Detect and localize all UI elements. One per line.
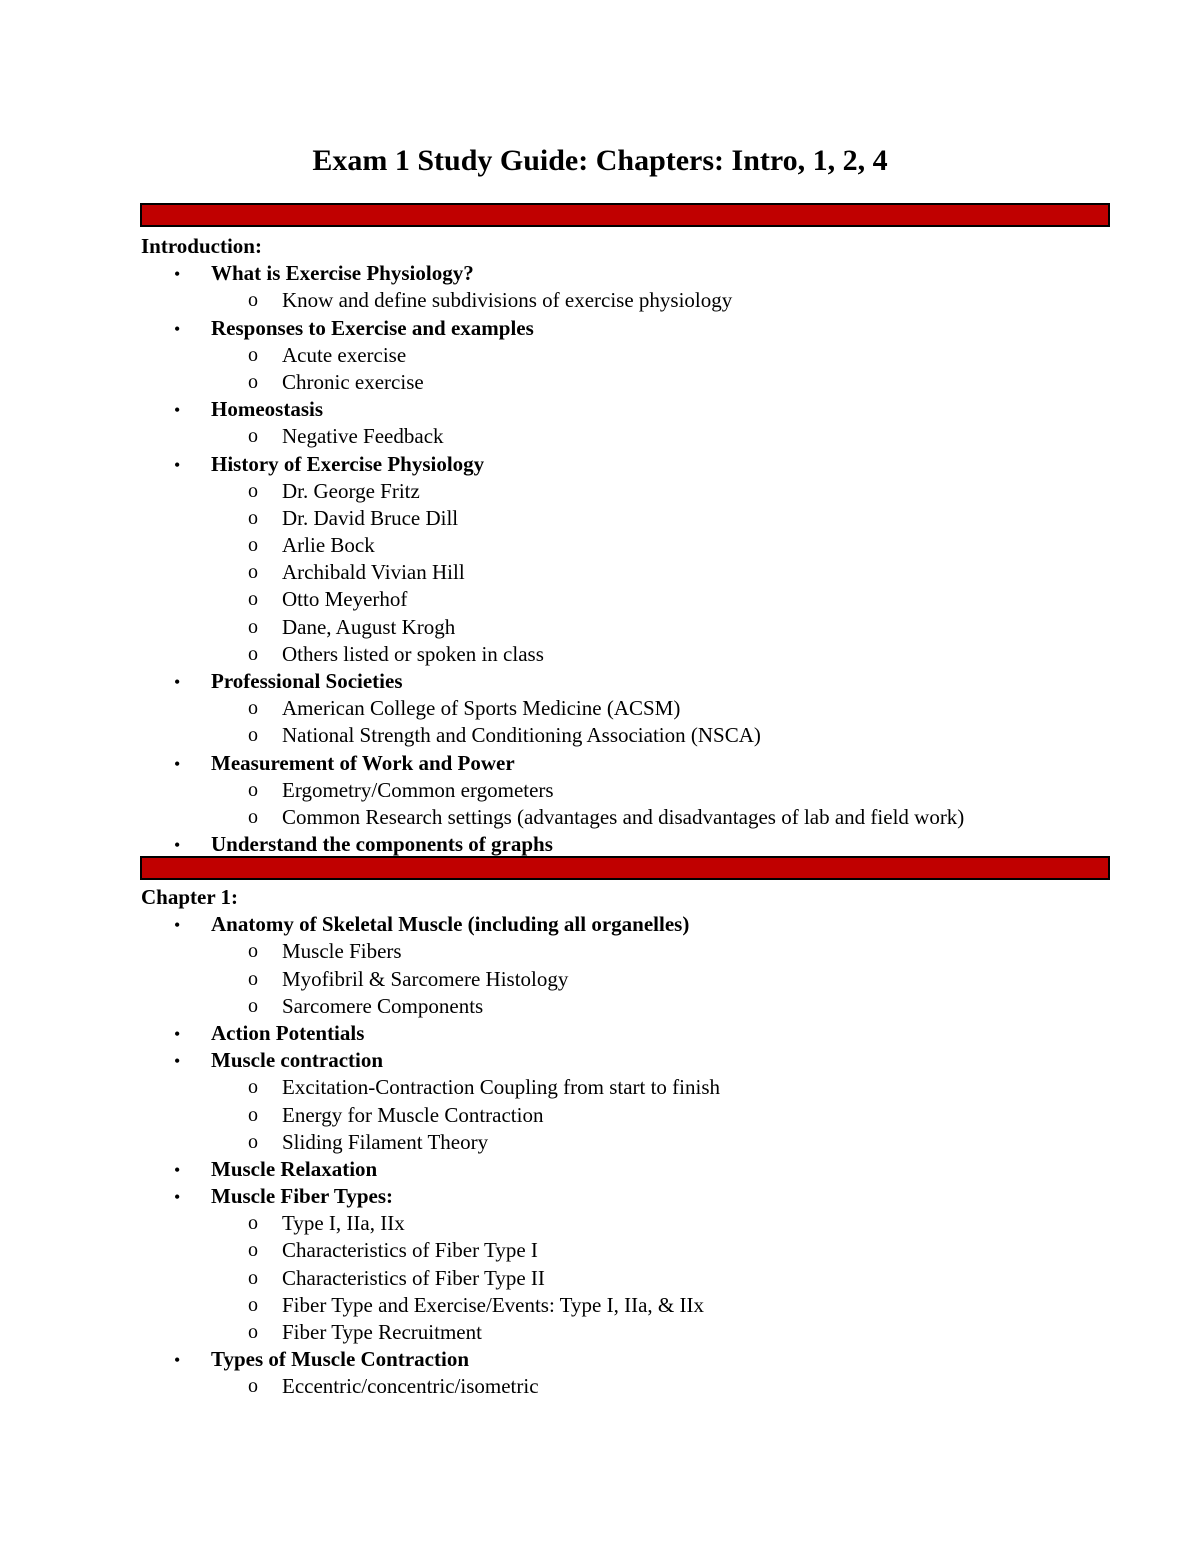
- subtopic-list: [0, 423, 1200, 450]
- topic-heading: Professional Societies: [211, 669, 403, 693]
- topic-heading: Action Potentials: [211, 1020, 365, 1045]
- subtopic-list: [0, 342, 1200, 396]
- subtopic-item: [0, 423, 1200, 450]
- subtopic-item: [0, 1265, 1200, 1292]
- topic-heading: What is Exercise Physiology?: [211, 261, 474, 286]
- topic-line: [0, 315, 1200, 342]
- subtopic-item: [0, 695, 1200, 722]
- bullet-icon: •: [174, 1187, 181, 1208]
- section-heading: Introduction:: [141, 234, 262, 258]
- subtopic-item: [0, 966, 1200, 993]
- bullet-icon: •: [174, 1023, 181, 1044]
- subtopic-list: [0, 1074, 1200, 1156]
- topic-item: [0, 451, 1200, 669]
- circle-bullet-icon: o: [248, 289, 258, 312]
- subtopic-text: Archibald Vivian Hill: [282, 560, 465, 585]
- bullet-icon: •: [174, 400, 181, 421]
- circle-bullet-icon: o: [248, 1293, 258, 1316]
- subtopic-item: [0, 559, 1200, 586]
- subtopic-item: [0, 938, 1200, 965]
- bullet-icon: •: [174, 1350, 181, 1371]
- subtopic-text: Otto Meyerhof: [282, 587, 408, 612]
- subtopic-text: Excitation-Contraction Coupling from start to finish: [282, 1075, 721, 1100]
- circle-bullet-icon: o: [248, 994, 258, 1017]
- subtopic-item: [0, 342, 1200, 369]
- subtopic-item: [0, 287, 1200, 314]
- circle-bullet-icon: o: [248, 615, 258, 638]
- circle-bullet-icon: o: [248, 805, 258, 828]
- circle-bullet-icon: o: [248, 588, 258, 611]
- topic-line: [0, 668, 1200, 695]
- subtopic-text: Arlie Bock: [282, 533, 375, 558]
- circle-bullet-icon: o: [248, 1239, 258, 1262]
- subtopic-item: [0, 532, 1200, 559]
- subtopic-text: Eccentric/concentric/isometric: [282, 1374, 539, 1399]
- topic-heading: Understand the components of graphs: [211, 832, 553, 857]
- circle-bullet-icon: o: [248, 479, 258, 502]
- subtopic-list: [0, 695, 1200, 749]
- subtopic-text: Sarcomere Components: [282, 993, 484, 1018]
- topic-line: [0, 1020, 1200, 1047]
- topic-heading: History of Exercise Physiology: [211, 451, 485, 476]
- topic-heading: Anatomy of Skeletal Muscle (including all organelles): [211, 912, 690, 937]
- circle-bullet-icon: o: [248, 778, 258, 801]
- bullet-icon: •: [174, 1051, 181, 1072]
- subtopic-text: Know and define subdivisions of exercise physiology: [282, 288, 733, 313]
- circle-bullet-icon: o: [248, 561, 258, 584]
- topic-item: [0, 831, 1200, 858]
- topic-line: [0, 831, 1200, 858]
- subtopic-list: [0, 1373, 1200, 1400]
- topic-line: [0, 750, 1200, 777]
- subtopic-item: [0, 804, 1200, 831]
- topic-list: [0, 911, 1200, 1400]
- subtopic-text: Fiber Type Recruitment: [282, 1320, 482, 1344]
- topic-item: [0, 260, 1200, 314]
- topic-item: [0, 1047, 1200, 1156]
- subtopic-list: [0, 938, 1200, 1020]
- circle-bullet-icon: o: [248, 967, 258, 990]
- subtopic-item: [0, 777, 1200, 804]
- subtopic-item: [0, 993, 1200, 1020]
- subtopic-item: [0, 1074, 1200, 1101]
- topic-item: [0, 1020, 1200, 1047]
- circle-bullet-icon: o: [248, 343, 258, 366]
- topic-heading: Muscle Fiber Types:: [211, 1184, 393, 1209]
- subtopic-text: Ergometry/Common ergometers: [282, 777, 554, 802]
- topic-item: [0, 1156, 1200, 1183]
- subtopic-text: National Strength and Conditioning Association (NSCA): [282, 723, 761, 748]
- topic-heading: Muscle Relaxation: [211, 1156, 378, 1181]
- circle-bullet-icon: o: [248, 425, 258, 448]
- topic-heading: Muscle contraction: [211, 1048, 384, 1073]
- topic-item: [0, 668, 1200, 750]
- subtopic-text: Muscle Fibers: [282, 939, 402, 964]
- bullet-icon: •: [174, 915, 181, 936]
- circle-bullet-icon: o: [248, 1130, 258, 1153]
- subtopic-text: American College of Sports Medicine (ACSM): [282, 696, 681, 721]
- subtopic-text: Negative Feedback: [282, 424, 444, 449]
- circle-bullet-icon: o: [248, 370, 258, 393]
- bullet-icon: •: [174, 672, 181, 692]
- section-heading: Chapter 1:: [141, 885, 239, 909]
- subtopic-text: Characteristics of Fiber Type I: [282, 1238, 538, 1263]
- circle-bullet-icon: o: [248, 1103, 258, 1126]
- bullet-icon: •: [174, 1159, 181, 1180]
- subtopic-item: [0, 1210, 1200, 1237]
- subtopic-list: [0, 478, 1200, 668]
- topic-line: [0, 1183, 1200, 1210]
- bullet-icon: •: [174, 835, 181, 856]
- circle-bullet-icon: o: [248, 1375, 258, 1398]
- circle-bullet-icon: o: [248, 1321, 258, 1343]
- topic-heading: Measurement of Work and Power: [211, 750, 515, 775]
- circle-bullet-icon: o: [248, 506, 258, 529]
- topic-item: [0, 1183, 1200, 1346]
- topic-item: [0, 315, 1200, 397]
- topic-line: [0, 911, 1200, 938]
- bullet-icon: •: [174, 264, 181, 285]
- bullet-icon: •: [174, 753, 181, 774]
- subtopic-item: [0, 1102, 1200, 1129]
- circle-bullet-icon: o: [248, 940, 258, 963]
- document-title: Exam 1 Study Guide: Chapters: Intro, 1, 2, 4: [312, 144, 888, 177]
- topic-heading: Homeostasis: [211, 397, 323, 422]
- subtopic-item: [0, 478, 1200, 505]
- bullet-icon: •: [174, 318, 181, 339]
- topic-item: [0, 911, 1200, 1020]
- circle-bullet-icon: o: [248, 642, 258, 665]
- circle-bullet-icon: o: [248, 1212, 258, 1235]
- subtopic-item: [0, 1373, 1200, 1400]
- subtopic-text: Others listed or spoken in class: [282, 641, 544, 666]
- subtopic-item: [0, 1319, 1200, 1346]
- circle-bullet-icon: o: [248, 697, 258, 720]
- subtopic-list: [0, 287, 1200, 314]
- topic-list: [0, 260, 1200, 858]
- subtopic-item: [0, 1237, 1200, 1264]
- subtopic-text: Dane, August Krogh: [282, 614, 456, 639]
- subtopic-text: Energy for Muscle Contraction: [282, 1102, 544, 1127]
- subtopic-item: [0, 722, 1200, 749]
- subtopic-list: [0, 777, 1200, 831]
- topic-line: [0, 260, 1200, 287]
- subtopic-text: Acute exercise: [282, 342, 407, 367]
- subtopic-text: Type I, IIa, IIx: [282, 1211, 405, 1236]
- bullet-icon: •: [174, 454, 181, 475]
- subtopic-item: [0, 586, 1200, 613]
- circle-bullet-icon: o: [248, 724, 258, 747]
- subtopic-item: [0, 1292, 1200, 1319]
- subtopic-item: [0, 1129, 1200, 1156]
- circle-bullet-icon: o: [248, 1076, 258, 1099]
- subtopic-list: [0, 1210, 1200, 1346]
- circle-bullet-icon: o: [248, 534, 258, 557]
- topic-line: [0, 396, 1200, 423]
- topic-item: [0, 750, 1200, 832]
- section-divider-bar: [140, 203, 1110, 227]
- subtopic-item: [0, 505, 1200, 532]
- topic-heading: Responses to Exercise and examples: [211, 315, 534, 340]
- subtopic-text: Chronic exercise: [282, 369, 424, 394]
- subtopic-text: Dr. David Bruce Dill: [282, 505, 459, 530]
- topic-line: [0, 451, 1200, 478]
- topic-line: [0, 1156, 1200, 1183]
- subtopic-text: Dr. George Fritz: [282, 478, 420, 503]
- topic-item: [0, 1346, 1200, 1400]
- circle-bullet-icon: o: [248, 1266, 258, 1289]
- subtopic-text: Myofibril & Sarcomere Histology: [282, 966, 569, 991]
- topic-line: [0, 1346, 1200, 1373]
- subtopic-text: Characteristics of Fiber Type II: [282, 1265, 545, 1290]
- section-divider-bar: [140, 856, 1110, 880]
- topic-line: [0, 1047, 1200, 1074]
- subtopic-item: [0, 369, 1200, 396]
- subtopic-text: Sliding Filament Theory: [282, 1129, 489, 1154]
- subtopic-item: [0, 641, 1200, 668]
- topic-heading: Types of Muscle Contraction: [211, 1347, 469, 1372]
- subtopic-text: Common Research settings (advantages and disadvantages of lab and field work): [282, 804, 965, 829]
- subtopic-item: [0, 614, 1200, 641]
- subtopic-text: Fiber Type and Exercise/Events: Type I, IIa, & IIx: [282, 1292, 704, 1317]
- topic-item: [0, 396, 1200, 450]
